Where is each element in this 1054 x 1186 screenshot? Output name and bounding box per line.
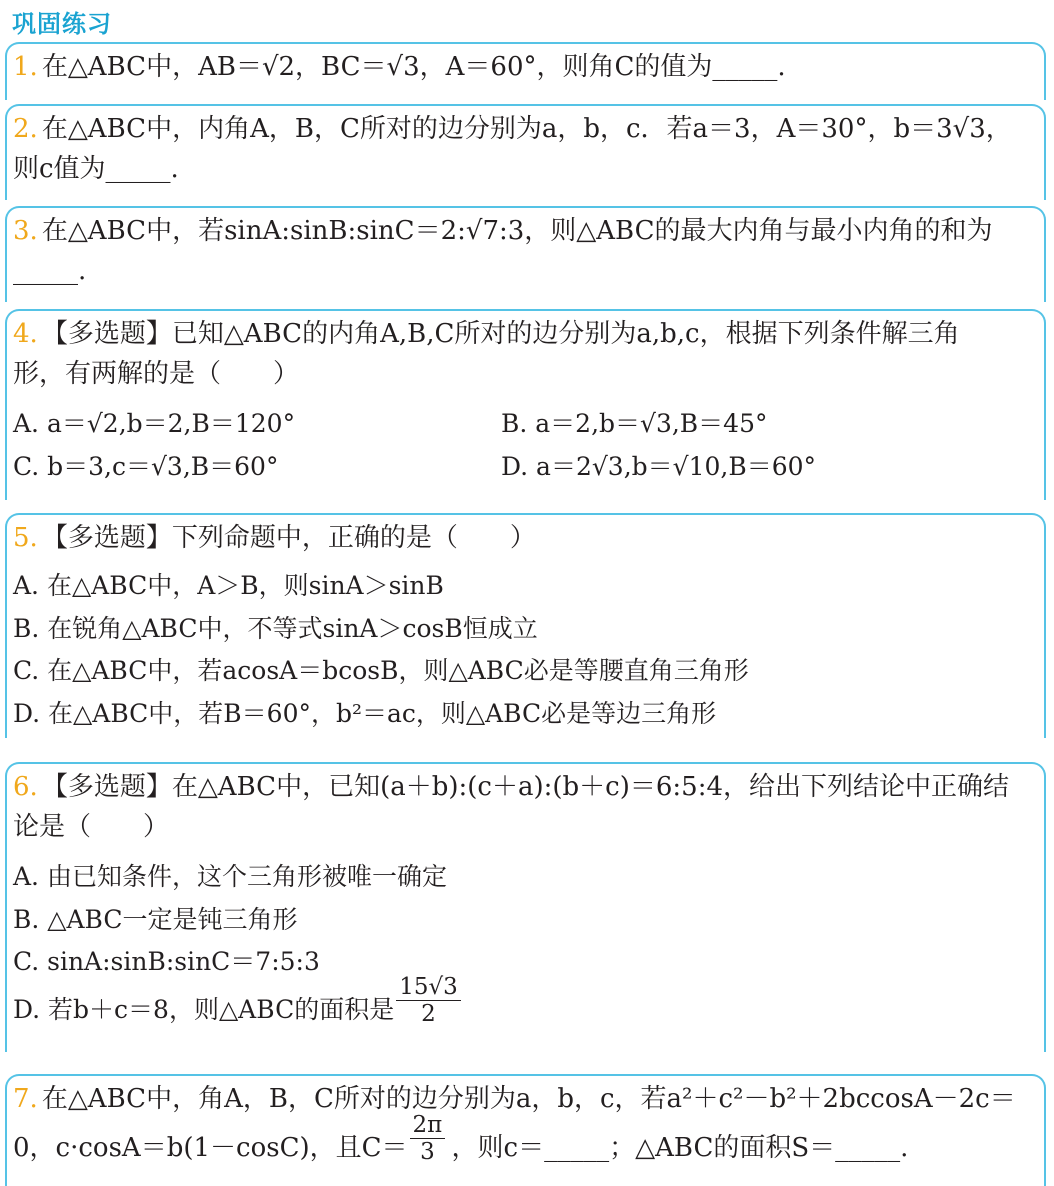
question-6-box xyxy=(5,762,1046,1052)
option-c[interactable]: C. 在△ABC中，若acosA＝bcosB，则△ABC必是等腰直角三角形 xyxy=(13,656,749,685)
question-5-text-1: 【多选题】下列命题中，正确的是（ ） xyxy=(41,523,536,553)
question-number: 1. xyxy=(13,52,38,82)
question-4-options-row-1 xyxy=(13,403,1038,446)
question-7-line-2 xyxy=(13,1112,1038,1174)
option-c[interactable]: C. sinA:sinB:sinC＝7:5:3 xyxy=(13,947,320,976)
option-d-text: D. 若b＋c＝8，则△ABC的面积是 xyxy=(13,994,395,1024)
fraction-numerator: 2π xyxy=(410,1112,446,1139)
question-2-text-1: 在△ABC中，内角A，B，C所对的边分别为a，b，c．若a＝3，A＝30°，b＝3√3， xyxy=(41,114,1012,144)
question-2-box xyxy=(5,104,1046,200)
question-number: 4. xyxy=(13,319,38,349)
question-3-box xyxy=(5,206,1046,302)
section-title: 巩固练习 xyxy=(12,10,112,38)
fraction-numerator: 15√3 xyxy=(396,974,461,1001)
fraction-denominator: 2 xyxy=(421,1000,436,1027)
question-number: 5. xyxy=(13,523,38,553)
question-1-text: 在△ABC中，AB＝√2，BC＝√3，A＝60°，则角C的值为_____. xyxy=(41,52,786,82)
option-a[interactable]: A. 由已知条件，这个三角形被唯一确定 xyxy=(13,862,447,891)
option-c[interactable]: C. b＝3,c＝√3,B＝60° xyxy=(13,451,279,481)
question-number: 7. xyxy=(13,1084,38,1114)
question-7-box xyxy=(5,1074,1046,1186)
option-b[interactable]: B. △ABC一定是钝三角形 xyxy=(13,904,298,934)
question-7-text-2b: ，则c＝_____；△ABC的面积S＝_____. xyxy=(451,1133,909,1163)
question-4-box xyxy=(5,309,1046,500)
option-b[interactable]: B. 在锐角△ABC中，不等式sinA＞cosB恒成立 xyxy=(13,613,538,643)
option-a[interactable]: A. a＝√2,b＝2,B＝120° xyxy=(13,409,296,438)
question-7-line-1 xyxy=(13,1078,1038,1120)
question-5-line-1 xyxy=(13,517,1038,559)
question-4-text-2: 形，有两解的是（ ） xyxy=(13,359,300,389)
question-3-line-2 xyxy=(13,250,1038,292)
question-3-line-1 xyxy=(13,210,1038,252)
question-4-text-1: 【多选题】已知△ABC的内角A,B,C所对的边分别为a,b,c，根据下列条件解三角 xyxy=(41,319,960,349)
question-7-text-1: 在△ABC中，角A，B，C所对的边分别为a，b，c，若a²＋c²－b²＋2bccosA－2c＝ xyxy=(41,1084,1016,1114)
question-6-line-1 xyxy=(13,766,1038,808)
option-d[interactable]: D. 在△ABC中，若B＝60°，b²＝ac，则△ABC必是等边三角形 xyxy=(13,698,717,728)
question-7-text-2a: 0，c·cosA＝b(1－cosC)，且C＝ xyxy=(13,1133,408,1163)
question-number: 3. xyxy=(13,216,38,246)
option-d[interactable] xyxy=(13,973,1038,1036)
question-2-text-2: 则c值为_____. xyxy=(13,154,179,184)
question-6-line-2 xyxy=(13,806,1038,848)
question-5-box xyxy=(5,513,1046,738)
question-4-line-1 xyxy=(13,313,1038,355)
question-4-options-row-2 xyxy=(13,446,1038,489)
fraction-denominator: 3 xyxy=(420,1139,435,1165)
option-b[interactable]: B. a＝2,b＝√3,B＝45° xyxy=(501,409,768,438)
question-number: 2. xyxy=(13,114,38,144)
option-d[interactable]: D. a＝2√3,b＝√10,B＝60° xyxy=(501,451,817,481)
question-6-text-2: 论是（ ） xyxy=(13,812,170,842)
question-2-line-1 xyxy=(13,108,1038,150)
question-1-line xyxy=(13,46,1038,88)
question-6-text-1: 【多选题】在△ABC中，已知(a＋b):(c＋a):(b＋c)＝6:5:4，给出下列结论中正确结 xyxy=(41,772,1010,802)
question-4-line-2 xyxy=(13,353,1038,395)
question-3-text-2: _____. xyxy=(13,256,87,286)
question-1-box xyxy=(5,42,1046,100)
question-2-line-2 xyxy=(13,148,1038,190)
question-3-text-1: 在△ABC中，若sinA:sinB:sinC＝2:√7:3，则△ABC的最大内角与最小内角的和为 xyxy=(41,216,993,246)
question-number: 6. xyxy=(13,772,38,802)
option-a[interactable]: A. 在△ABC中，A＞B，则sinA＞sinB xyxy=(13,571,444,600)
fraction xyxy=(394,973,458,1027)
